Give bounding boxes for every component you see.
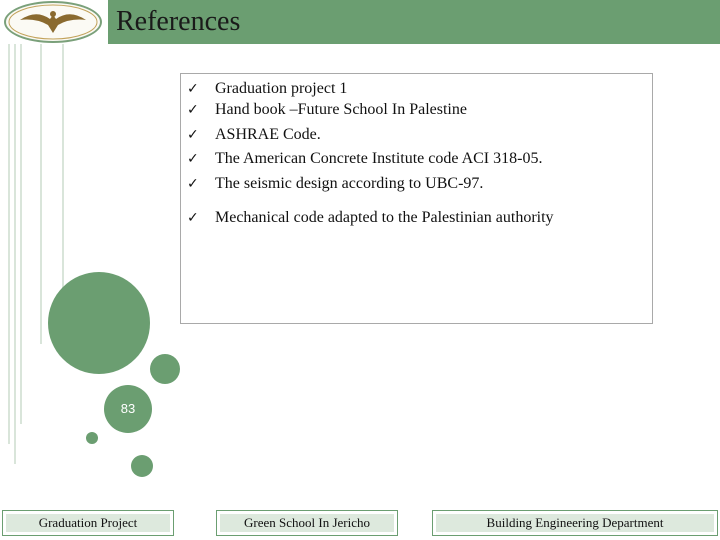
- page-number: 83: [104, 385, 152, 433]
- list-item: ✓ ASHRAE Code.: [187, 126, 321, 143]
- decor-circle-medium: [150, 354, 180, 384]
- footer-right-label: Building Engineering Department: [436, 514, 714, 532]
- list-item: ✓ The seismic design according to UBC-97.: [187, 175, 484, 192]
- logo-container: [0, 0, 108, 44]
- decor-circle-small: [131, 455, 153, 477]
- decor-circle-large: [48, 272, 150, 374]
- list-item: ✓ The American Concrete Institute code ACI 318-05.: [187, 150, 543, 167]
- footer-left-label: Graduation Project: [6, 514, 170, 532]
- checkmark-icon: ✓: [187, 127, 199, 143]
- list-item: ✓ Mechanical code adapted to the Palestinian authority: [187, 209, 554, 226]
- footer-center-box: [216, 510, 398, 536]
- footer-right-box: [432, 510, 718, 536]
- decor-line: [8, 44, 10, 444]
- list-item: ✓ Hand book –Future School In Palestine: [187, 101, 467, 118]
- decor-line: [40, 44, 42, 344]
- references-box: [180, 73, 653, 324]
- decor-line: [14, 44, 16, 464]
- checkmark-icon: ✓: [187, 176, 199, 192]
- checkmark-icon: ✓: [187, 102, 199, 118]
- decor-line: [20, 44, 22, 424]
- page-title: References: [116, 6, 241, 37]
- header-bar: [0, 0, 720, 44]
- eagle-emblem-icon: [6, 3, 100, 41]
- checkmark-icon: ✓: [187, 151, 199, 167]
- checkmark-icon: ✓: [187, 210, 199, 226]
- list-item: ✓ Graduation project 1: [187, 80, 348, 97]
- decor-line: [62, 44, 64, 304]
- university-logo: [4, 1, 102, 43]
- footer-left-box: [2, 510, 174, 536]
- decor-circle-tiny: [86, 432, 98, 444]
- footer-center-label: Green School In Jericho: [220, 514, 394, 532]
- checkmark-icon: ✓: [187, 81, 199, 97]
